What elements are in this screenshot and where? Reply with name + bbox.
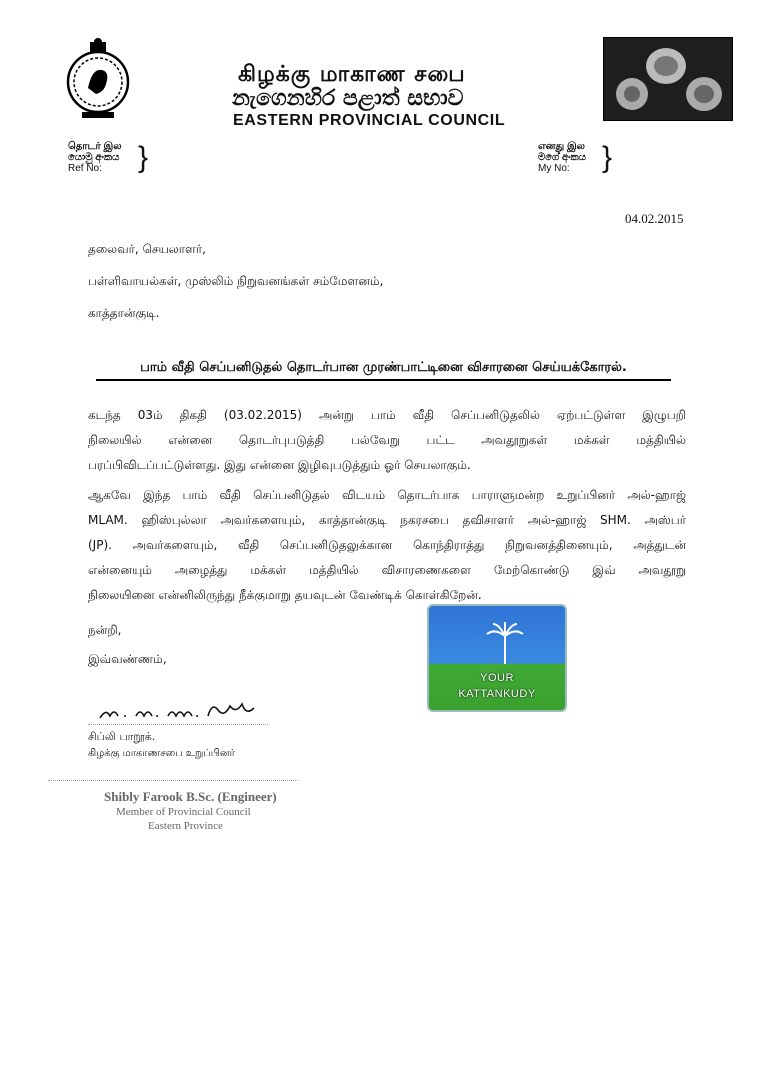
logo-text-line-1: YOUR xyxy=(480,672,514,684)
council-name-sinhala: නැගෙනහිර පළාත් සභාව xyxy=(232,86,464,111)
signature-line xyxy=(88,724,268,725)
paragraph-line: நிலையினை என்னிலிருந்து நீக்குமாறு தயவுடன் வேண்டிக் கொள்கிறேன். xyxy=(88,588,482,602)
stamp-line-1: Shibly Farook B.Sc. (Engineer) xyxy=(104,789,277,804)
body-paragraph-2 xyxy=(88,483,686,608)
council-name-tamil: கிழக்கு மாகாண சபை xyxy=(238,62,466,87)
brace-icon: } xyxy=(602,141,613,174)
my-no-block xyxy=(538,141,628,177)
handwritten-signature xyxy=(96,700,266,724)
brace-icon: } xyxy=(138,141,149,174)
letter-date: 04.02.2015 xyxy=(625,211,684,226)
my-no-label-sinhala: මගේ අංකය xyxy=(538,152,586,163)
address-line-1: தலைவர், செயலாளர், xyxy=(88,242,206,256)
closing-regards: இவ்வண்ணம், xyxy=(88,652,167,666)
paragraph-line: நிலையில் என்னை தொடர்புபடுத்தி பல்வேறு பட்ட அவதூறுகள் மக்கள் மத்தியில் xyxy=(88,433,686,447)
stamp-line-2: Member of Provincial Council xyxy=(116,806,251,818)
crescent-palm-icon xyxy=(429,606,565,676)
sri-lanka-emblem-icon xyxy=(62,38,134,124)
stamp-line-3: Eastern Province xyxy=(148,820,223,832)
ref-label-english: Ref No: xyxy=(68,163,102,174)
stamp-divider xyxy=(48,780,298,781)
paragraph-line: ஆகவே இந்த பாம் வீதி செப்பனிடுதல் விடயம் தொடர்பாக பாராளுமன்ற உறுப்பினர் அல்-ஹாஜ் xyxy=(88,488,687,502)
my-no-label-tamil: எனது இல xyxy=(538,141,585,152)
ref-label-sinhala: යොමු අංකය xyxy=(68,152,120,163)
paragraph-line: என்னையும் அழைத்து மக்கள் மத்தியில் விசாரணைகளை மேற்கொண்டு இவ் அவதூறு xyxy=(88,563,686,577)
address-line-2: பள்ளிவாயல்கள், முஸ்லிம் நிறுவனங்கள் சம்மேளனம், xyxy=(88,274,384,288)
ref-label-tamil: தொடர் இல xyxy=(68,141,122,152)
council-seal-image xyxy=(603,37,733,121)
my-no-label-english: My No: xyxy=(538,163,570,174)
ref-no-block xyxy=(68,141,158,177)
signatory-title: கிழக்கு மாகாணசபை உறுப்பினர் xyxy=(88,748,235,759)
paragraph-line: பரப்பிவிடப்பட்டுள்ளது. இது என்னை இழிவுபடுத்தும் ஓர் செயலாகும். xyxy=(88,458,471,472)
logo-text-line-2: KATTANKUDY xyxy=(458,688,536,700)
body-paragraph-1 xyxy=(88,403,686,478)
signatory-name: சிப்லி பாறூக். xyxy=(88,730,156,743)
letter-subject: பாம் வீதி செப்பனிடுதல் தொடர்பான முரண்பாட்டினை விசாரனை செய்யக்கோரல். xyxy=(96,360,671,381)
your-kattankudy-logo xyxy=(427,604,567,712)
council-name-english: EASTERN PROVINCIAL COUNCIL xyxy=(233,112,506,129)
paragraph-line: MLAM. ஹிஸ்புல்லா அவர்களையும், காத்தான்குடி நகரசபை தவிசாளர் அல்-ஹாஜ் SHM. அஸ்பர் xyxy=(88,513,686,527)
closing-thanks: நன்றி, xyxy=(88,623,122,637)
paragraph-line: (JP). அவர்களையும், வீதி செப்பனிடுதலுக்கான கொந்திராத்து நிறுவனத்தினையும், அத்துடன் xyxy=(88,538,686,552)
paragraph-line: கடந்த 03ம் திகதி (03.02.2015) அன்று பாம் வீதி செப்பனிடுதலில் ஏற்பட்டுள்ள இழுபறி xyxy=(88,408,686,422)
address-line-3: காத்தான்குடி. xyxy=(88,306,160,320)
